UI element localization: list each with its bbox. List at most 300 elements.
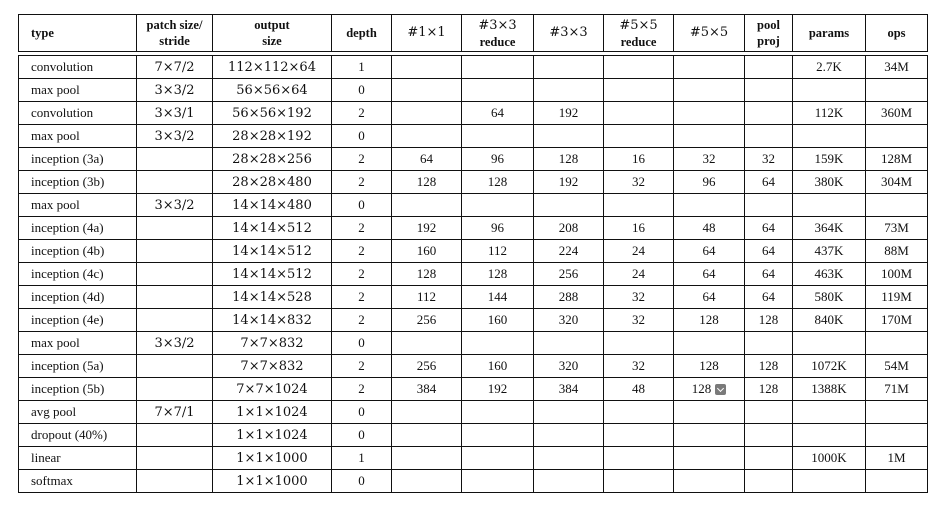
cell-5x5 — [673, 148, 744, 171]
cell-text: 32 — [632, 312, 645, 327]
cell-5x5 — [673, 171, 744, 194]
cell-text: 7×7/1 — [154, 404, 195, 420]
chevron-down-icon[interactable] — [715, 384, 726, 395]
cell-text: 1 — [358, 59, 365, 74]
cell-text: 24 — [632, 266, 645, 281]
cell-text: 2 — [358, 312, 365, 327]
cell-5x5 — [673, 332, 744, 355]
cell-text: 2 — [358, 266, 365, 281]
cell-3x3 — [533, 355, 603, 378]
cell-text: 160 — [487, 358, 508, 373]
cell-text: 128 — [758, 358, 779, 373]
cell-text: 112 — [416, 289, 437, 304]
cell-ops — [865, 240, 928, 263]
cell-3x3 — [533, 240, 603, 263]
cell-text: max pool — [31, 335, 80, 350]
cell-1x1 — [391, 240, 461, 263]
cell-output-size — [212, 55, 331, 79]
cell-ops — [865, 424, 928, 447]
cell-patch-size — [136, 217, 212, 240]
cell-type — [18, 424, 136, 447]
cell-text: 112 — [487, 243, 508, 258]
cell-type — [18, 171, 136, 194]
cell-pool-proj — [744, 125, 792, 148]
cell-3x3 — [533, 263, 603, 286]
cell-5x5-reduce — [603, 240, 673, 263]
cell-text: 320 — [558, 312, 579, 327]
cell-5x5 — [673, 263, 744, 286]
cell-pool-proj — [744, 378, 792, 401]
cell-text: 32 — [632, 289, 645, 304]
cell-text: 32 — [632, 174, 645, 189]
cell-text: 64 — [762, 220, 775, 235]
cell-text: 7×7×1024 — [236, 381, 308, 397]
cell-type — [18, 148, 136, 171]
cell-3x3 — [533, 194, 603, 217]
cell-text: inception (5b) — [31, 381, 105, 396]
cell-text: dropout (40%) — [31, 427, 108, 442]
cell-depth — [331, 447, 391, 470]
cell-1x1 — [391, 378, 461, 401]
cell-type — [18, 355, 136, 378]
cell-3x3 — [533, 401, 603, 424]
cell-text: 7×7/2 — [154, 59, 195, 75]
cell-text: 14×14×512 — [232, 243, 312, 259]
cell-ops — [865, 332, 928, 355]
cell-text: 96 — [702, 174, 716, 189]
cell-5x5 — [673, 424, 744, 447]
cell-params — [792, 286, 865, 309]
cell-text: 2 — [358, 174, 365, 189]
cell-text: inception (4e) — [31, 312, 104, 327]
cell-ops — [865, 79, 928, 102]
cell-3x3 — [533, 102, 603, 125]
cell-params — [792, 355, 865, 378]
cell-text: 1×1×1000 — [236, 473, 308, 489]
cell-depth — [331, 79, 391, 102]
cell-text: inception (4b) — [31, 243, 105, 258]
cell-ops — [865, 286, 928, 309]
table-row — [18, 194, 928, 217]
cell-5x5-reduce — [603, 102, 673, 125]
cell-depth — [331, 148, 391, 171]
cell-pool-proj — [744, 263, 792, 286]
cell-text: 64 — [702, 266, 716, 281]
cell-3x3 — [533, 171, 603, 194]
cell-text: 159K — [814, 151, 844, 166]
cell-text: 0 — [358, 404, 365, 419]
cell-text: 34M — [884, 59, 909, 74]
cell-text: 192 — [558, 174, 579, 189]
table-row — [18, 171, 928, 194]
cell-1x1 — [391, 125, 461, 148]
cell-3x3-reduce — [461, 79, 533, 102]
cell-text: 16 — [632, 220, 645, 235]
cell-text: 64 — [762, 243, 775, 258]
cell-text: 119M — [881, 289, 912, 304]
cell-params — [792, 378, 865, 401]
cell-text: 128 — [699, 358, 719, 373]
cell-text: 144 — [487, 289, 508, 304]
cell-output-size — [212, 332, 331, 355]
cell-output-size — [212, 102, 331, 125]
cell-text: 24 — [632, 243, 645, 258]
cell-text: 288 — [558, 289, 579, 304]
cell-text: inception (4c) — [31, 266, 104, 281]
cell-5x5 — [673, 79, 744, 102]
cell-3x3-reduce — [461, 355, 533, 378]
cell-text: 56×56×192 — [232, 105, 312, 121]
cell-text: 3×3/2 — [154, 197, 195, 213]
cell-pool-proj — [744, 332, 792, 355]
table-row — [18, 332, 928, 355]
cell-text: 0 — [358, 335, 365, 350]
cell-text: 1×1×1024 — [236, 404, 308, 420]
cell-ops — [865, 102, 928, 125]
cell-text: inception (4d) — [31, 289, 105, 304]
cell-1x1 — [391, 102, 461, 125]
cell-output-size — [212, 217, 331, 240]
cell-patch-size — [136, 447, 212, 470]
header-5x5-reduce: #5×5 reduce — [603, 14, 673, 52]
cell-text: 14×14×528 — [232, 289, 312, 305]
header-type: type — [18, 14, 136, 52]
table-row — [18, 286, 928, 309]
cell-patch-size — [136, 286, 212, 309]
cell-text: 208 — [558, 220, 579, 235]
cell-patch-size — [136, 263, 212, 286]
cell-3x3 — [533, 217, 603, 240]
cell-params — [792, 79, 865, 102]
cell-ops — [865, 263, 928, 286]
cell-text: 7×7×832 — [240, 358, 304, 374]
cell-text: 73M — [884, 220, 909, 235]
cell-text: 1×1×1000 — [236, 450, 308, 466]
cell-text: 384 — [558, 381, 579, 396]
cell-text: 64 — [702, 289, 716, 304]
cell-text: 580K — [814, 289, 844, 304]
cell-type — [18, 217, 136, 240]
cell-5x5-reduce — [603, 286, 673, 309]
cell-pool-proj — [744, 424, 792, 447]
cell-5x5 — [673, 401, 744, 424]
cell-text: 128 — [758, 381, 779, 396]
cell-text: 840K — [814, 312, 844, 327]
cell-type — [18, 378, 136, 401]
cell-pool-proj — [744, 401, 792, 424]
cell-output-size — [212, 125, 331, 148]
cell-text: convolution — [31, 105, 94, 120]
cell-5x5-reduce — [603, 217, 673, 240]
cell-3x3 — [533, 424, 603, 447]
cell-3x3-reduce — [461, 263, 533, 286]
cell-3x3-reduce — [461, 148, 533, 171]
cell-3x3-reduce — [461, 470, 533, 493]
cell-pool-proj — [744, 447, 792, 470]
cell-3x3-reduce — [461, 102, 533, 125]
cell-text: 2 — [358, 289, 365, 304]
cell-text: 28×28×192 — [232, 128, 312, 144]
cell-patch-size — [136, 240, 212, 263]
cell-text: 64 — [702, 243, 716, 258]
cell-5x5-reduce — [603, 378, 673, 401]
cell-text: 2 — [358, 220, 365, 235]
header-params: params — [792, 14, 865, 52]
cell-ops — [865, 125, 928, 148]
cell-ops — [865, 55, 928, 79]
cell-text: inception (3a) — [31, 151, 104, 166]
cell-text: 32 — [702, 151, 716, 166]
cell-1x1 — [391, 217, 461, 240]
cell-5x5 — [673, 240, 744, 263]
cell-ops — [865, 217, 928, 240]
table-body — [18, 52, 928, 493]
cell-text: 112K — [814, 105, 844, 120]
cell-text: 48 — [632, 381, 645, 396]
cell-depth — [331, 286, 391, 309]
cell-5x5-reduce — [603, 194, 673, 217]
table-row — [18, 217, 928, 240]
cell-5x5 — [673, 217, 744, 240]
cell-5x5 — [673, 470, 744, 493]
cell-params — [792, 171, 865, 194]
cell-5x5-reduce — [603, 470, 673, 493]
cell-3x3-reduce — [461, 55, 533, 79]
cell-params — [792, 470, 865, 493]
cell-output-size — [212, 378, 331, 401]
cell-depth — [331, 355, 391, 378]
table-row — [18, 79, 928, 102]
cell-type — [18, 79, 136, 102]
cell-5x5-reduce — [603, 148, 673, 171]
cell-type — [18, 263, 136, 286]
cell-text: 2 — [358, 151, 365, 166]
cell-text: inception (3b) — [31, 174, 105, 189]
cell-text: 112×112×64 — [228, 59, 316, 75]
cell-text: 2 — [358, 243, 365, 258]
cell-params — [792, 148, 865, 171]
cell-3x3 — [533, 332, 603, 355]
cell-output-size — [212, 286, 331, 309]
cell-5x5 — [673, 355, 744, 378]
cell-text: 170M — [880, 312, 913, 327]
table-row — [18, 355, 928, 378]
cell-3x3-reduce — [461, 378, 533, 401]
cell-patch-size — [136, 125, 212, 148]
cell-text: 384 — [416, 381, 437, 396]
cell-output-size — [212, 79, 331, 102]
cell-3x3-reduce — [461, 447, 533, 470]
cell-depth — [331, 424, 391, 447]
cell-text: 128 — [691, 381, 712, 396]
cell-output-size — [212, 355, 331, 378]
cell-text: 380K — [814, 174, 844, 189]
cell-text: 0 — [358, 128, 365, 143]
cell-params — [792, 332, 865, 355]
cell-depth — [331, 309, 391, 332]
cell-5x5 — [673, 286, 744, 309]
cell-ops — [865, 378, 928, 401]
cell-1x1 — [391, 79, 461, 102]
architecture-table — [18, 14, 928, 493]
cell-pool-proj — [744, 194, 792, 217]
cell-ops — [865, 447, 928, 470]
cell-text: 0 — [358, 82, 365, 97]
cell-type — [18, 286, 136, 309]
cell-ops — [865, 355, 928, 378]
header-row — [18, 14, 928, 52]
cell-text: 224 — [558, 243, 579, 258]
cell-3x3 — [533, 447, 603, 470]
cell-patch-size — [136, 401, 212, 424]
cell-text: 128 — [758, 312, 779, 327]
cell-text: 3×3/1 — [154, 105, 195, 121]
cell-1x1 — [391, 332, 461, 355]
cell-5x5 — [673, 102, 744, 125]
cell-text: 7×7×832 — [240, 335, 304, 351]
cell-text: 54M — [884, 358, 909, 373]
cell-output-size — [212, 470, 331, 493]
cell-3x3-reduce — [461, 171, 533, 194]
cell-params — [792, 401, 865, 424]
cell-text: 128 — [558, 151, 579, 166]
cell-3x3-reduce — [461, 240, 533, 263]
cell-1x1 — [391, 401, 461, 424]
cell-1x1 — [391, 194, 461, 217]
cell-text: linear — [31, 450, 61, 465]
cell-text: 256 — [416, 358, 437, 373]
cell-text: 1388K — [811, 381, 847, 396]
cell-3x3-reduce — [461, 125, 533, 148]
cell-output-size — [212, 401, 331, 424]
cell-ops — [865, 171, 928, 194]
cell-output-size — [212, 171, 331, 194]
cell-5x5 — [673, 378, 744, 401]
cell-3x3-reduce — [461, 194, 533, 217]
cell-3x3 — [533, 378, 603, 401]
cell-ops — [865, 194, 928, 217]
cell-5x5-reduce — [603, 263, 673, 286]
cell-params — [792, 217, 865, 240]
cell-pool-proj — [744, 79, 792, 102]
cell-text: 256 — [416, 312, 437, 327]
header-patch-size: patch size/ stride — [136, 14, 212, 52]
cell-1x1 — [391, 171, 461, 194]
cell-5x5-reduce — [603, 171, 673, 194]
cell-3x3 — [533, 309, 603, 332]
cell-text: 56×56×64 — [236, 82, 308, 98]
cell-depth — [331, 378, 391, 401]
cell-pool-proj — [744, 355, 792, 378]
cell-ops — [865, 148, 928, 171]
cell-text: 48 — [702, 220, 716, 235]
cell-text: 192 — [558, 105, 579, 120]
cell-type — [18, 447, 136, 470]
cell-5x5-reduce — [603, 355, 673, 378]
cell-text: 96 — [491, 151, 504, 166]
cell-patch-size — [136, 102, 212, 125]
cell-text: 160 — [487, 312, 508, 327]
cell-text: 0 — [358, 197, 365, 212]
cell-patch-size — [136, 194, 212, 217]
table-row — [18, 378, 928, 401]
cell-depth — [331, 125, 391, 148]
cell-text: 14×14×512 — [232, 266, 312, 282]
cell-patch-size — [136, 378, 212, 401]
cell-type — [18, 125, 136, 148]
cell-text: 3×3/2 — [154, 335, 195, 351]
cell-text: 3×3/2 — [154, 82, 195, 98]
table-row — [18, 401, 928, 424]
cell-type — [18, 470, 136, 493]
cell-3x3-reduce — [461, 286, 533, 309]
cell-output-size — [212, 148, 331, 171]
cell-text: 437K — [814, 243, 844, 258]
cell-text: 100M — [880, 266, 913, 281]
cell-params — [792, 309, 865, 332]
cell-pool-proj — [744, 309, 792, 332]
header-output-size: output size — [212, 14, 331, 52]
cell-3x3 — [533, 470, 603, 493]
header-depth: depth — [331, 14, 391, 52]
cell-1x1 — [391, 148, 461, 171]
cell-3x3 — [533, 148, 603, 171]
cell-5x5-reduce — [603, 424, 673, 447]
cell-ops — [865, 470, 928, 493]
cell-text: 128 — [487, 266, 508, 281]
table-row — [18, 102, 928, 125]
cell-3x3 — [533, 286, 603, 309]
cell-params — [792, 263, 865, 286]
cell-5x5-reduce — [603, 125, 673, 148]
cell-text: inception (5a) — [31, 358, 104, 373]
cell-params — [792, 55, 865, 79]
cell-text: 192 — [487, 381, 508, 396]
header-5x5: #5×5 — [673, 14, 744, 52]
cell-text: 32 — [762, 151, 775, 166]
cell-text: 2 — [358, 105, 365, 120]
cell-depth — [331, 217, 391, 240]
cell-patch-size — [136, 309, 212, 332]
cell-text: 463K — [814, 266, 844, 281]
cell-patch-size — [136, 171, 212, 194]
header-3x3: #3×3 — [533, 14, 603, 52]
cell-text: avg pool — [31, 404, 77, 419]
cell-depth — [331, 401, 391, 424]
cell-text: 2.7K — [816, 59, 842, 74]
cell-patch-size — [136, 424, 212, 447]
cell-text: 88M — [884, 243, 909, 258]
cell-3x3-reduce — [461, 217, 533, 240]
cell-params — [792, 125, 865, 148]
cell-3x3-reduce — [461, 332, 533, 355]
cell-params — [792, 240, 865, 263]
cell-text: convolution — [31, 59, 94, 74]
cell-patch-size — [136, 332, 212, 355]
cell-text: 1M — [887, 450, 906, 465]
cell-5x5-reduce — [603, 332, 673, 355]
cell-1x1 — [391, 424, 461, 447]
cell-params — [792, 447, 865, 470]
cell-5x5-reduce — [603, 447, 673, 470]
cell-patch-size — [136, 470, 212, 493]
cell-depth — [331, 263, 391, 286]
cell-text: 28×28×480 — [232, 174, 312, 190]
header-1x1: #1×1 — [391, 14, 461, 52]
cell-pool-proj — [744, 148, 792, 171]
cell-type — [18, 332, 136, 355]
cell-output-size — [212, 263, 331, 286]
